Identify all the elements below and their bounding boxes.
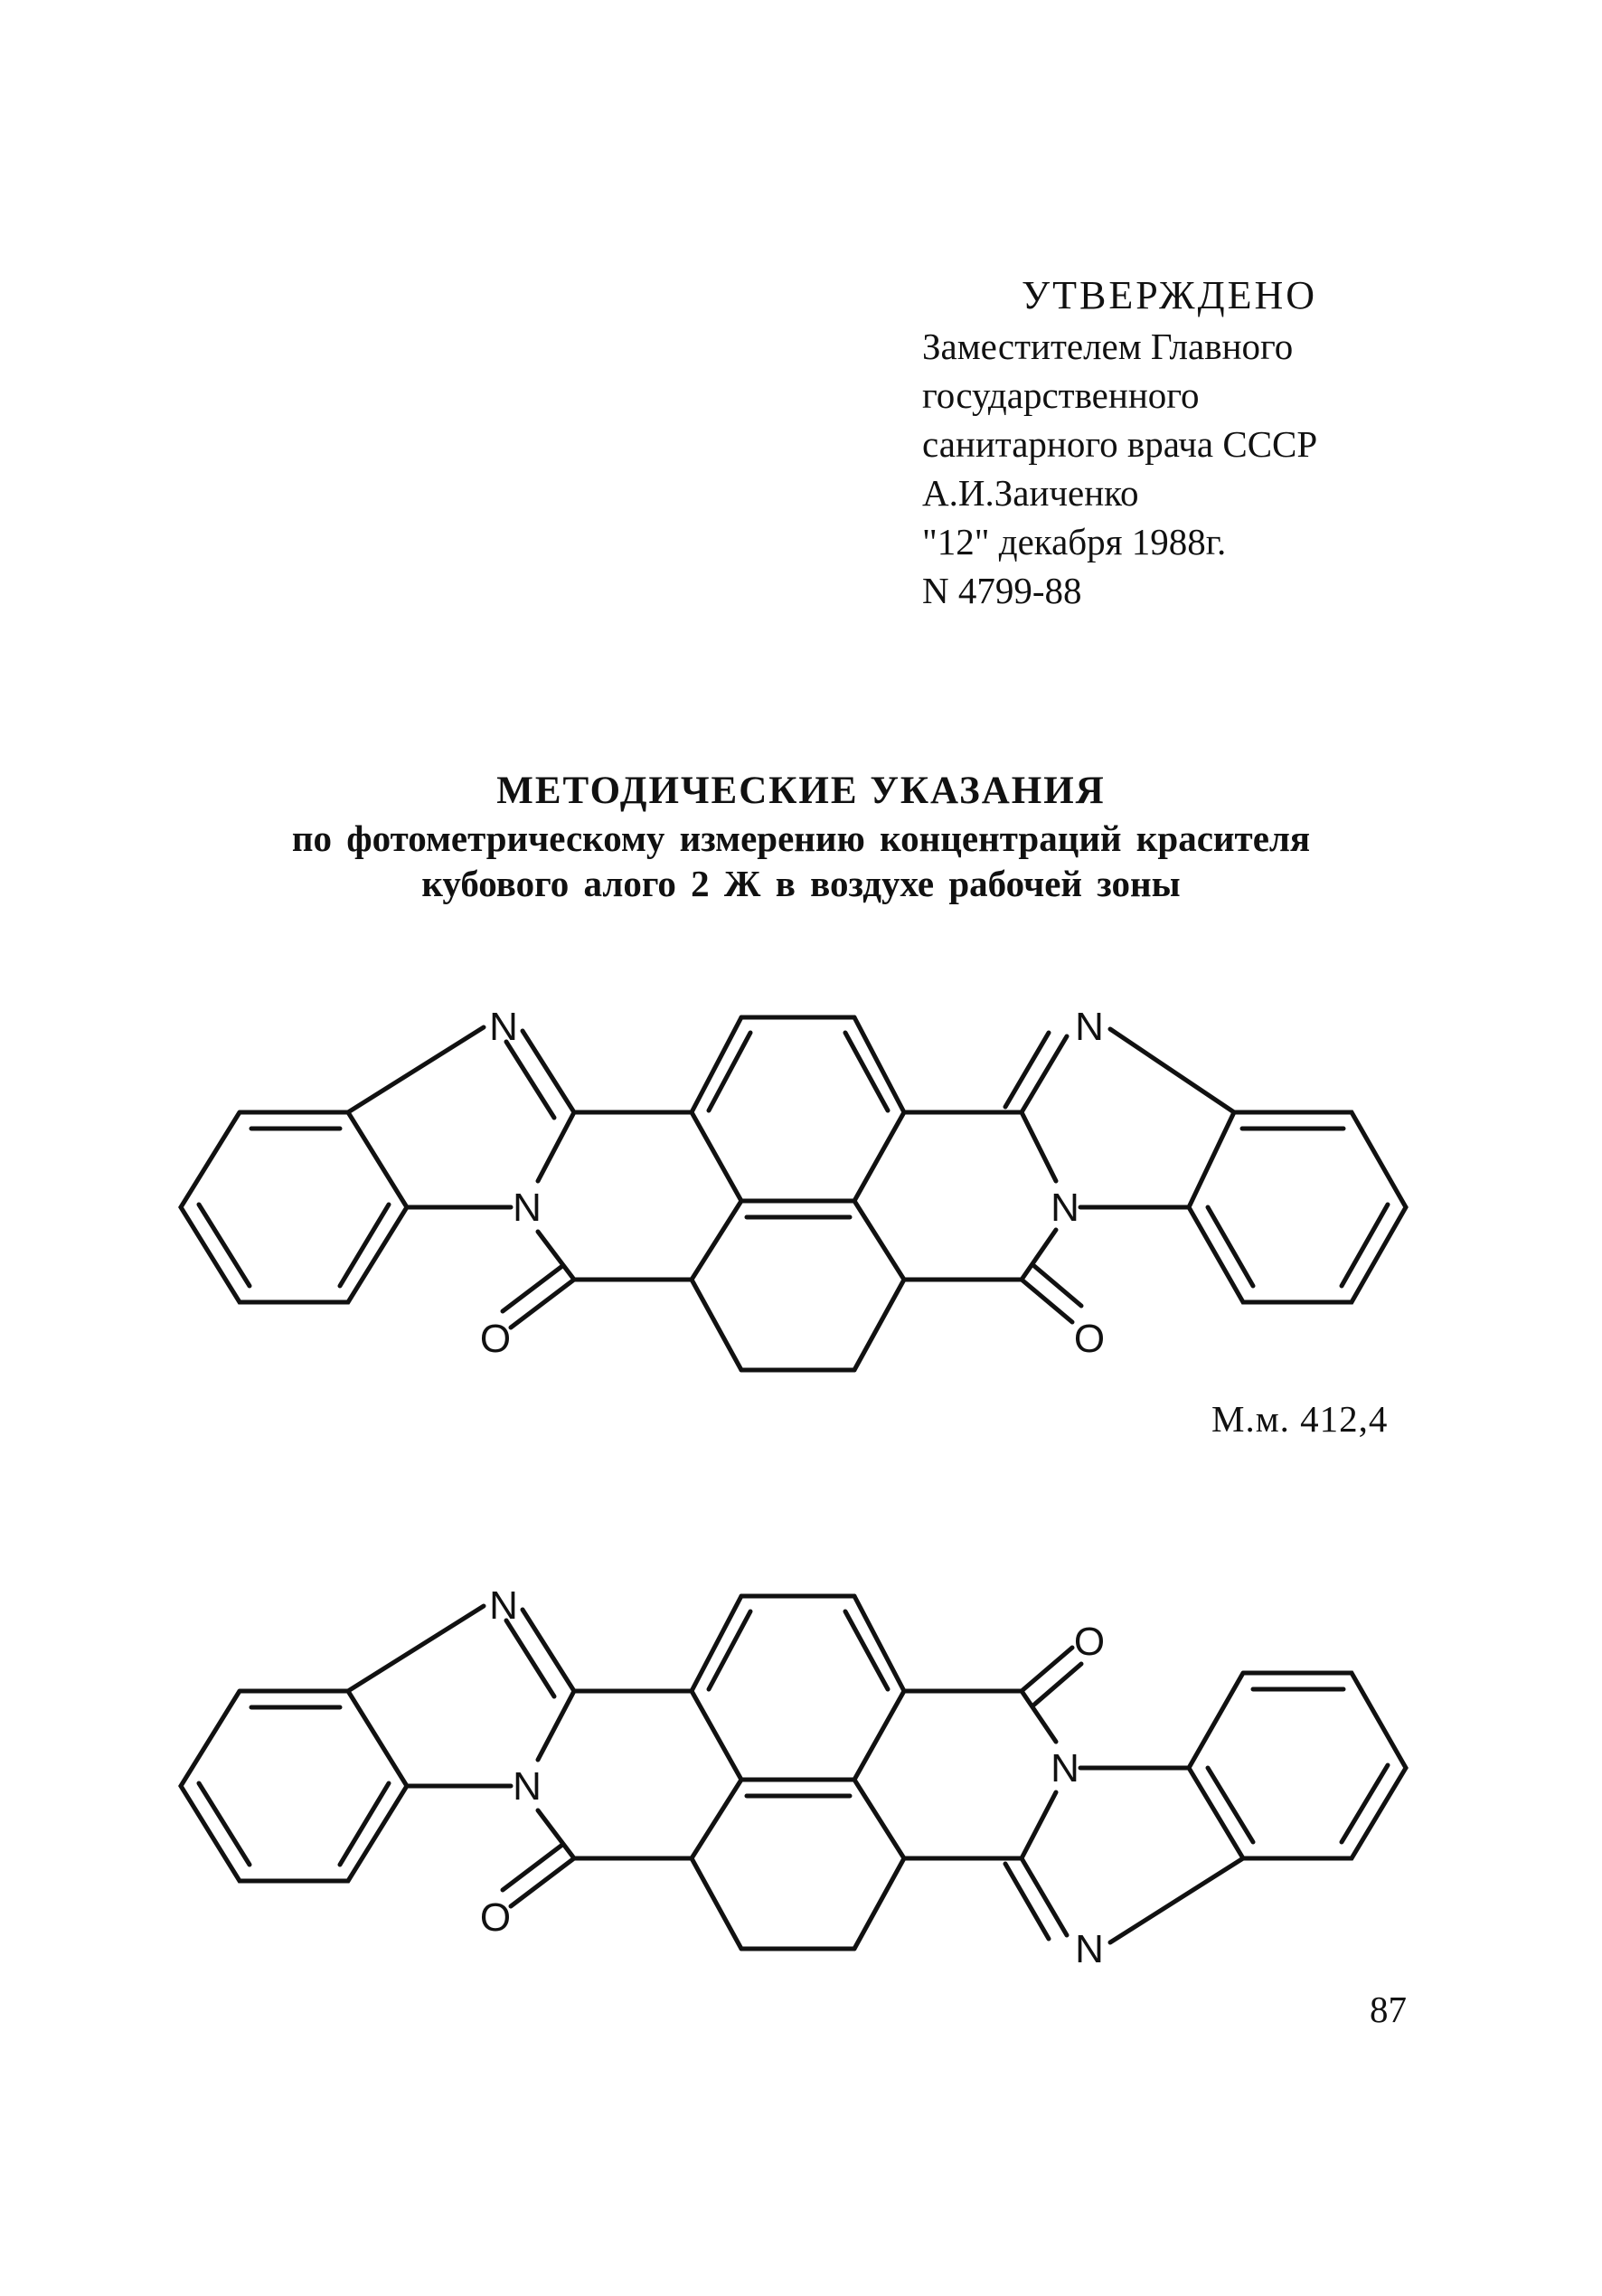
title-line-2: по фотометрическому измерению концентраций красителя	[291, 817, 1311, 859]
approval-line-4: А.И.Заиченко	[922, 472, 1139, 514]
atom-o-left: O	[479, 1895, 512, 1940]
left-benzene-ring	[181, 1691, 407, 1881]
approval-heading: УТВЕРЖДЕНО	[1022, 273, 1318, 317]
atom-n-top-left: N	[489, 1583, 518, 1628]
left-lactam-bonds	[503, 1810, 692, 1906]
title-line-3: кубового алого 2 Ж в воздухе рабочей зоны	[421, 863, 1181, 904]
approval-line-1: Заместителем Главного	[922, 326, 1294, 367]
atom-o-right: O	[1073, 1317, 1106, 1361]
atom-n-bottom-right: N	[1075, 1927, 1104, 1971]
atom-o-top-right: O	[1073, 1620, 1106, 1664]
approval-line-5: "12" декабря 1988г.	[922, 521, 1227, 562]
structural-formula-2	[0, 1564, 1602, 2071]
right-imidazole-bonds	[904, 1029, 1234, 1207]
page-number: 87	[1370, 1989, 1407, 2030]
right-benzene-ring	[1189, 1112, 1406, 1302]
molecular-mass: М.м. 412,4	[1211, 1398, 1389, 1440]
right-lactam-bonds	[904, 1648, 1081, 1742]
atom-n-top-right: N	[1075, 1005, 1104, 1049]
title-line-1: МЕТОДИЧЕСКИЕ УКАЗАНИЯ	[496, 770, 1106, 812]
left-imidazole-bonds	[348, 1606, 574, 1786]
approval-stamp	[922, 271, 1483, 615]
left-imidazole-bonds	[348, 1027, 574, 1207]
naphthalene-core	[574, 1596, 904, 1949]
atom-n-mid-left: N	[513, 1764, 542, 1809]
left-lactam-bonds	[503, 1232, 692, 1328]
atom-o-left: O	[479, 1317, 512, 1361]
approval-line-3: санитарного врача СССР	[922, 423, 1318, 465]
right-benzene-ring	[1189, 1673, 1406, 1858]
approval-line-6: N 4799-88	[922, 570, 1082, 611]
approval-line-2: государственного	[922, 374, 1200, 416]
document-title	[0, 767, 1602, 906]
right-lactam-bonds	[904, 1230, 1081, 1322]
atom-n-mid-right: N	[1051, 1746, 1079, 1791]
atom-n-top-left: N	[489, 1005, 518, 1049]
right-imidazole-bonds	[904, 1768, 1243, 1942]
atom-n-mid-right: N	[1051, 1186, 1079, 1230]
naphthalene-core	[574, 1017, 904, 1370]
atom-n-mid-left: N	[513, 1186, 542, 1230]
left-benzene-ring	[181, 1112, 407, 1302]
